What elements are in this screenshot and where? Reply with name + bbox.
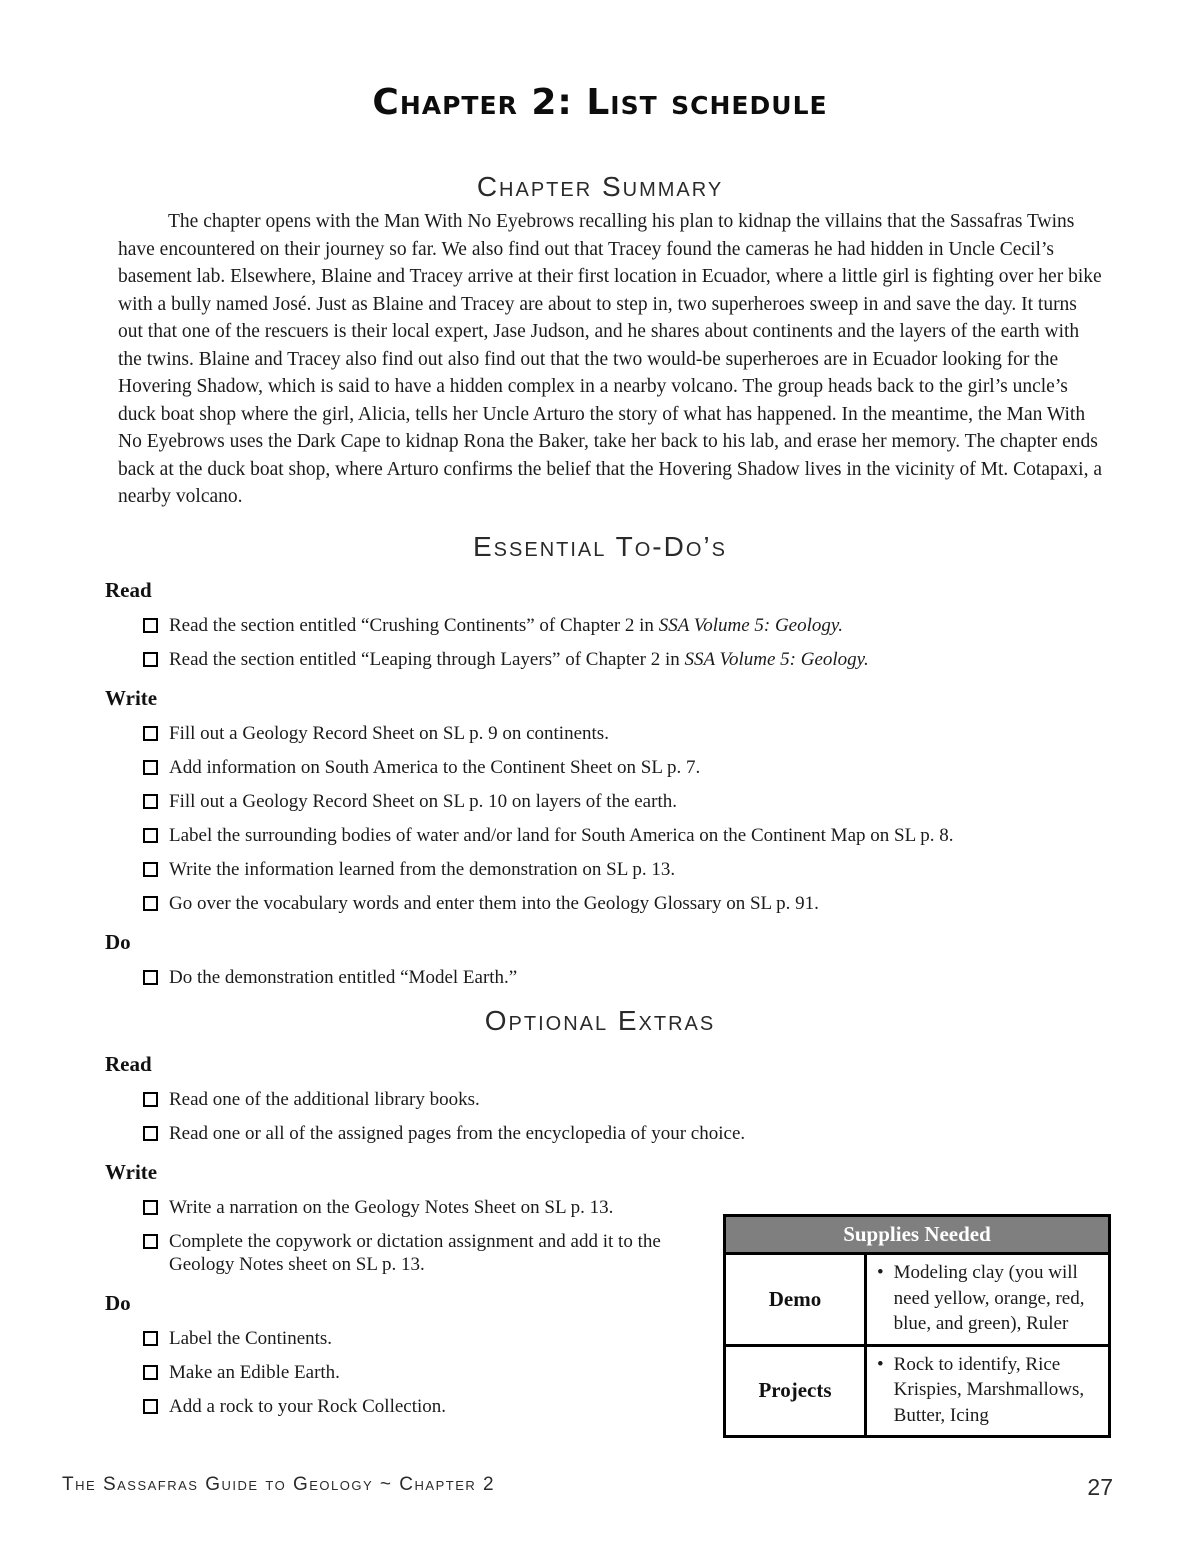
group-do [0, 930, 1200, 989]
checkbox-icon [143, 726, 158, 741]
checklist-item-text: Fill out a Geology Record Sheet on SL p. 10 on layers of the earth. [169, 790, 677, 812]
supplies-bullet-item [875, 1352, 1102, 1429]
checkbox-icon [143, 1399, 158, 1414]
supplies-row-label: Projects [726, 1347, 867, 1436]
bullet-icon: • [877, 1262, 884, 1283]
checklist-item [143, 790, 1200, 813]
checklist-item-text: Make an Edible Earth. [169, 1361, 340, 1383]
bullet-icon: • [877, 1353, 884, 1375]
supplies-row-label: Demo [726, 1255, 867, 1344]
section-heading: Essential To-Do’s [473, 530, 727, 562]
summary-paragraph: The chapter opens with the Man With No Eyebrows recalling his plan to kidnap the villains that the Sassafras Twins have encountered on their journey so far. We also find out that Tracey found the cameras he had hidden in Uncle Cecil’s basement lab. Elsewhere, Blaine and Tracey arrive at their first location in Ecuador, where a little girl is fighting over her bike with a bully named José. Just as Blaine and Tracey are about to step in, two superheroes sweep in and save the day. It turns out that one of the rescuers is their local expert, Jase Judson, and he shares about continents and the layers of the earth with the twins. Blaine and Tracey also find out also find out that the two would-be superheroes are in Ecuador looking for the Hovering Shadow, which is said to have a hidden complex in a nearby volcano. The group heads back to the girl’s uncle’s duck boat shop where the girl, Alicia, tells her Uncle Arturo the story of what has happened. In the meantime, the Man With No Eyebrows uses the Dark Cape to kidnap Rona the Baker, take her back to his lab, and erase her memory. The chapter ends back at the duck boat shop, where Arturo confirms the belief that the Hovering Shadow lives in the vicinity of Mt. Cotapaxi, a nearby volcano. [118, 211, 1102, 507]
page-footer [62, 1474, 1113, 1501]
checklist-item-text: Do the demonstration entitled “Model Earth.” [169, 966, 518, 988]
checkbox-icon [143, 794, 158, 809]
checklist-item-text: Add a rock to your Rock Collection. [169, 1395, 447, 1417]
checklist-item-text: Label the surrounding bodies of water and/or land for South America on the Continent Map on SL p. 8. [169, 824, 954, 846]
checkbox-icon [143, 1365, 158, 1380]
checklist-item [143, 722, 1200, 745]
checklist-item [143, 1122, 1200, 1145]
checklist-item-text: Read one or all of the assigned pages from the encyclopedia of your choice. [169, 1122, 746, 1144]
group-label: Read [105, 577, 152, 602]
section-heading: Optional Extras [484, 1004, 716, 1036]
checklist-item [143, 824, 1200, 847]
book-title-italic: SSA Volume 5: Geology. [684, 648, 869, 670]
supplies-table [723, 1214, 1111, 1438]
group-read [0, 1052, 1200, 1145]
group-write [0, 686, 1200, 915]
supplies-row [726, 1344, 1108, 1436]
group-label: Do [105, 929, 131, 954]
checkbox-icon [143, 1234, 158, 1249]
checklist-item [143, 858, 1200, 881]
checkbox-icon [143, 970, 158, 985]
page-number: 27 [1087, 1474, 1113, 1500]
checklist-item-text: Fill out a Geology Record Sheet on SL p. 9 on continents. [169, 722, 609, 744]
checkbox-icon [143, 1200, 158, 1215]
supplies-item-text: Modeling clay (you will need yellow, orange, red, blue, and green), Ruler [893, 1262, 1085, 1334]
summary-heading: Chapter Summary [476, 171, 724, 202]
footer-book-title: The Sassafras Guide to Geology ~ Chapter 2 [62, 1474, 496, 1495]
checkbox-icon [143, 896, 158, 911]
group-label: Do [105, 1290, 131, 1315]
checklist-item [143, 1088, 1200, 1111]
checklist-item [143, 756, 1200, 779]
checklist-item [143, 966, 1200, 989]
checklist-item-text: Read one of the additional library books. [169, 1088, 480, 1110]
group-label: Write [105, 685, 158, 710]
checklist-item-text: Read the section entitled “Crushing Continents” of Chapter 2 in SSA Volume 5: Geology. [169, 614, 844, 636]
checklist-item-text: Add information on South America to the Continent Sheet on SL p. 7. [169, 756, 701, 778]
checkbox-icon [143, 760, 158, 775]
checklist-item [143, 614, 1200, 637]
supplies-row-items [867, 1255, 1108, 1344]
page-title: Chapter 2: List schedule [372, 82, 828, 123]
checklist-item [143, 892, 1200, 915]
group-label: Read [105, 1051, 152, 1076]
supplies-row [726, 1255, 1108, 1344]
supplies-row-items [867, 1347, 1108, 1436]
group-read [0, 578, 1200, 671]
checklist-item-text: Read the section entitled “Leaping through Layers” of Chapter 2 in SSA Volume 5: Geology. [169, 648, 869, 670]
book-title-italic: SSA Volume 5: Geology. [658, 614, 844, 636]
group-label: Write [105, 1159, 158, 1184]
checklist-item-text: Write the information learned from the demonstration on SL p. 13. [169, 858, 676, 880]
checkbox-icon [143, 828, 158, 843]
checklist-item-text: Label the Continents. [169, 1327, 333, 1349]
supplies-header: Supplies Needed [726, 1217, 1108, 1255]
checklist-item-text: Write a narration on the Geology Notes Sheet on SL p. 13. [169, 1196, 614, 1218]
checklist-item [143, 648, 1200, 671]
checkbox-icon [143, 652, 158, 667]
section-0 [0, 531, 1200, 989]
checklist-item-text: Go over the vocabulary words and enter them into the Geology Glossary on SL p. 91. [169, 892, 819, 914]
checklist-item-text: Complete the copywork or dictation assignment and add it to the Geology Notes sheet on SL p. 13. [169, 1230, 661, 1275]
checkbox-icon [143, 1331, 158, 1346]
supplies-bullet-item [875, 1260, 1102, 1337]
supplies-rows [726, 1255, 1108, 1435]
checkbox-icon [143, 618, 158, 633]
checkbox-icon [143, 1092, 158, 1107]
checkbox-icon [143, 862, 158, 877]
supplies-item-text: Rock to identify, Rice Krispies, Marshmallows, Butter, Icing [893, 1353, 1085, 1426]
checkbox-icon [143, 1126, 158, 1141]
